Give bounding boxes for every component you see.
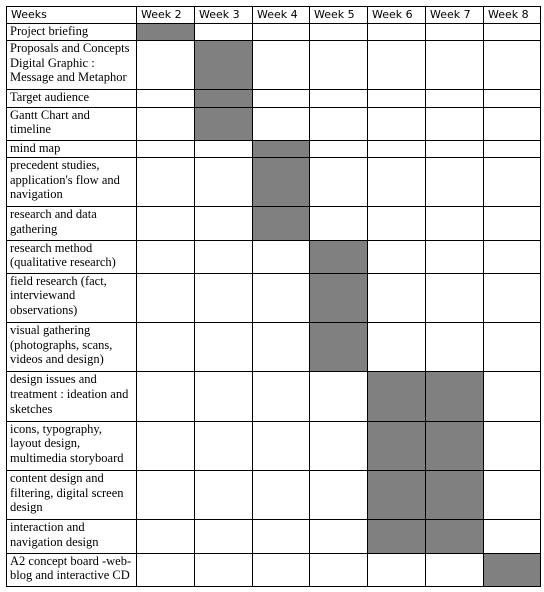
gantt-empty-cell	[253, 520, 310, 553]
gantt-empty-cell	[484, 520, 541, 553]
gantt-empty-cell	[426, 140, 484, 157]
gantt-bar-cell	[368, 421, 426, 470]
gantt-empty-cell	[310, 372, 368, 421]
gantt-empty-cell	[368, 323, 426, 372]
task-name: interaction and navigation design	[7, 520, 137, 553]
week-header: Week 3	[195, 7, 253, 24]
gantt-bar-cell	[253, 207, 310, 240]
gantt-empty-cell	[137, 107, 195, 140]
task-row	[7, 41, 541, 90]
gantt-empty-cell	[253, 323, 310, 372]
gantt-empty-cell	[137, 240, 195, 273]
gantt-empty-cell	[310, 158, 368, 207]
gantt-bar-cell	[426, 372, 484, 421]
gantt-empty-cell	[310, 520, 368, 553]
task-row	[7, 273, 541, 322]
gantt-empty-cell	[368, 140, 426, 157]
gantt-empty-cell	[195, 158, 253, 207]
gantt-empty-cell	[310, 471, 368, 520]
gantt-empty-cell	[253, 421, 310, 470]
gantt-bar-cell	[426, 421, 484, 470]
gantt-empty-cell	[484, 24, 541, 41]
gantt-empty-cell	[137, 90, 195, 107]
gantt-empty-cell	[253, 24, 310, 41]
task-rows	[7, 24, 541, 587]
gantt-empty-cell	[253, 90, 310, 107]
task-row	[7, 240, 541, 273]
task-row	[7, 107, 541, 140]
gantt-empty-cell	[195, 421, 253, 470]
week-header: Week 7	[426, 7, 484, 24]
gantt-empty-cell	[484, 140, 541, 157]
week-header: Week 2	[137, 7, 195, 24]
gantt-empty-cell	[195, 471, 253, 520]
gantt-bar-cell	[195, 90, 253, 107]
gantt-empty-cell	[310, 41, 368, 90]
gantt-bar-cell	[484, 553, 541, 586]
gantt-empty-cell	[137, 158, 195, 207]
gantt-empty-cell	[368, 41, 426, 90]
gantt-bar-cell	[426, 520, 484, 553]
task-row	[7, 158, 541, 207]
gantt-empty-cell	[484, 158, 541, 207]
gantt-empty-cell	[310, 140, 368, 157]
gantt-empty-cell	[368, 207, 426, 240]
gantt-empty-cell	[426, 158, 484, 207]
gantt-empty-cell	[195, 273, 253, 322]
header-row	[7, 7, 541, 24]
gantt-empty-cell	[484, 107, 541, 140]
gantt-empty-cell	[368, 24, 426, 41]
gantt-bar-cell	[137, 24, 195, 41]
gantt-bar-cell	[195, 107, 253, 140]
task-name: Project briefing	[7, 24, 137, 41]
gantt-empty-cell	[137, 471, 195, 520]
task-row	[7, 471, 541, 520]
gantt-empty-cell	[426, 24, 484, 41]
gantt-empty-cell	[195, 207, 253, 240]
task-name: content design and filtering, digital screen design	[7, 471, 137, 520]
gantt-empty-cell	[253, 372, 310, 421]
task-name: visual gathering (photographs, scans, videos and design)	[7, 323, 137, 372]
gantt-chart-table	[6, 6, 541, 587]
gantt-empty-cell	[368, 90, 426, 107]
gantt-empty-cell	[195, 553, 253, 586]
gantt-empty-cell	[195, 240, 253, 273]
gantt-empty-cell	[137, 273, 195, 322]
gantt-empty-cell	[195, 24, 253, 41]
gantt-empty-cell	[310, 24, 368, 41]
task-name: Target audience	[7, 90, 137, 107]
week-header: Week 6	[368, 7, 426, 24]
gantt-empty-cell	[484, 90, 541, 107]
gantt-empty-cell	[484, 471, 541, 520]
gantt-empty-cell	[310, 421, 368, 470]
gantt-bar-cell	[368, 372, 426, 421]
gantt-empty-cell	[368, 553, 426, 586]
task-name: Proposals and Concepts Digital Graphic : Message and Metaphor	[7, 41, 137, 90]
task-row	[7, 24, 541, 41]
gantt-empty-cell	[368, 240, 426, 273]
gantt-empty-cell	[253, 471, 310, 520]
gantt-empty-cell	[484, 421, 541, 470]
gantt-empty-cell	[426, 553, 484, 586]
task-row	[7, 140, 541, 157]
week-header: Week 4	[253, 7, 310, 24]
gantt-empty-cell	[310, 207, 368, 240]
gantt-empty-cell	[484, 372, 541, 421]
gantt-empty-cell	[310, 553, 368, 586]
gantt-empty-cell	[195, 520, 253, 553]
gantt-bar-cell	[310, 240, 368, 273]
gantt-empty-cell	[484, 207, 541, 240]
task-name: A2 concept board -web-blog and interactive CD	[7, 553, 137, 586]
gantt-bar-cell	[310, 273, 368, 322]
gantt-empty-cell	[253, 273, 310, 322]
gantt-bar-cell	[310, 323, 368, 372]
task-name: icons, typography, layout design, multimedia storyboard	[7, 421, 137, 470]
gantt-empty-cell	[310, 90, 368, 107]
week-header: Week 5	[310, 7, 368, 24]
gantt-empty-cell	[137, 421, 195, 470]
gantt-empty-cell	[137, 41, 195, 90]
task-name: research method (qualitative research)	[7, 240, 137, 273]
gantt-empty-cell	[368, 273, 426, 322]
gantt-bar-cell	[195, 41, 253, 90]
gantt-empty-cell	[484, 273, 541, 322]
gantt-empty-cell	[484, 41, 541, 90]
weeks-header-label: Weeks	[7, 7, 137, 24]
gantt-empty-cell	[426, 273, 484, 322]
gantt-empty-cell	[195, 372, 253, 421]
gantt-empty-cell	[137, 323, 195, 372]
gantt-empty-cell	[253, 41, 310, 90]
gantt-empty-cell	[426, 107, 484, 140]
gantt-empty-cell	[426, 90, 484, 107]
gantt-empty-cell	[426, 41, 484, 90]
gantt-empty-cell	[253, 553, 310, 586]
gantt-bar-cell	[368, 520, 426, 553]
gantt-empty-cell	[426, 323, 484, 372]
gantt-empty-cell	[137, 207, 195, 240]
task-name: precedent studies, application's flow and navigation	[7, 158, 137, 207]
gantt-empty-cell	[137, 140, 195, 157]
task-row	[7, 520, 541, 553]
week-header: Week 8	[484, 7, 541, 24]
task-row	[7, 323, 541, 372]
gantt-empty-cell	[137, 553, 195, 586]
task-name: design issues and treatment : ideation and sketches	[7, 372, 137, 421]
task-name: mind map	[7, 140, 137, 157]
gantt-bar-cell	[368, 471, 426, 520]
gantt-empty-cell	[310, 107, 368, 140]
gantt-empty-cell	[195, 140, 253, 157]
task-name: field research (fact, interviewand observations)	[7, 273, 137, 322]
task-name: Gantt Chart and timeline	[7, 107, 137, 140]
task-row	[7, 207, 541, 240]
gantt-bar-cell	[253, 140, 310, 157]
gantt-empty-cell	[426, 240, 484, 273]
gantt-empty-cell	[137, 372, 195, 421]
task-row	[7, 372, 541, 421]
gantt-empty-cell	[368, 107, 426, 140]
gantt-empty-cell	[253, 240, 310, 273]
task-row	[7, 90, 541, 107]
gantt-bar-cell	[426, 471, 484, 520]
gantt-empty-cell	[195, 323, 253, 372]
gantt-empty-cell	[484, 240, 541, 273]
task-row	[7, 553, 541, 586]
gantt-empty-cell	[368, 158, 426, 207]
task-row	[7, 421, 541, 470]
gantt-bar-cell	[253, 158, 310, 207]
gantt-empty-cell	[137, 520, 195, 553]
gantt-empty-cell	[253, 107, 310, 140]
task-name: research and data gathering	[7, 207, 137, 240]
gantt-empty-cell	[426, 207, 484, 240]
gantt-empty-cell	[484, 323, 541, 372]
